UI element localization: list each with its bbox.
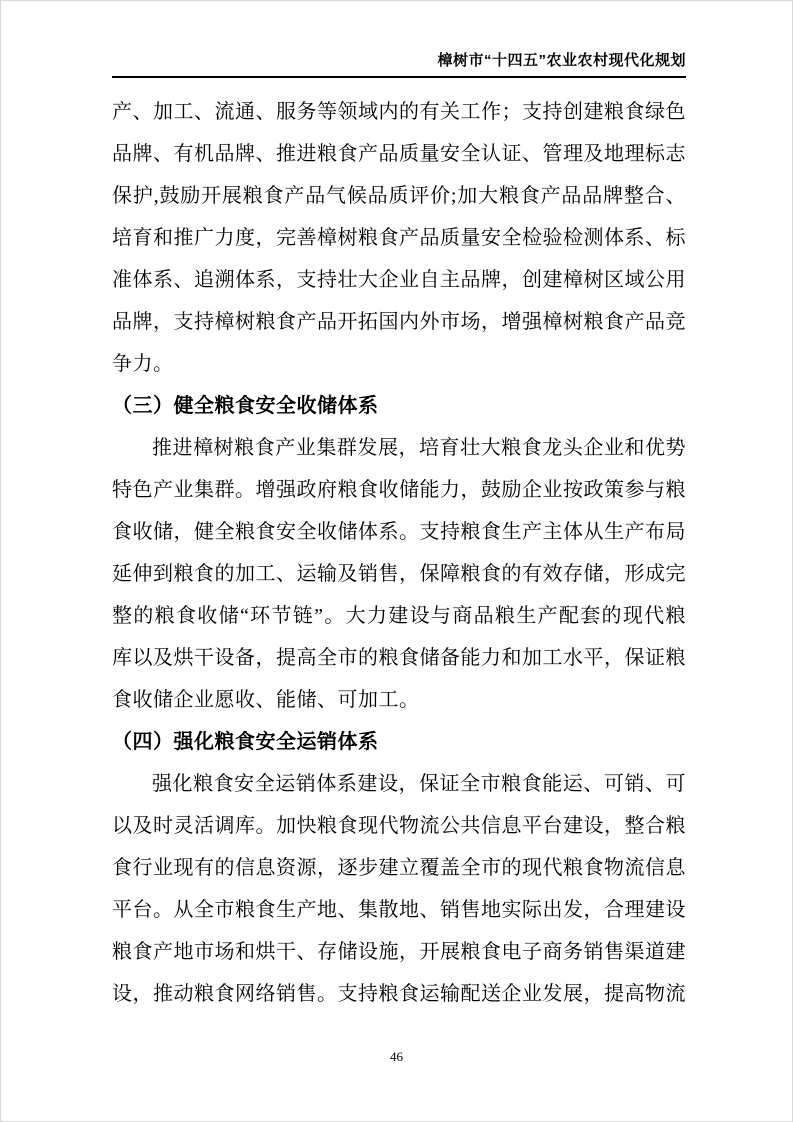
paragraph-line: 推进樟树粮食产业集群发展，培育壮大粮食龙头企业和优势 — [152, 437, 686, 459]
paragraph-line: 特色产业集群。增强政府粮食收储能力，鼓励企业按政策参与粮 — [112, 479, 686, 501]
paragraph-line: 食行业现有的信息资源，逐步建立覆盖全市的现代粮食物流信息 — [112, 857, 686, 879]
section-4-heading: （四）强化粮食安全运销体系 — [112, 731, 379, 753]
paragraph-line: 培育和推广力度，完善樟树粮食产品质量安全检验检测体系、标 — [112, 227, 686, 249]
paragraph-line: 平台。从全市粮食生产地、集散地、销售地实际出发，合理建设 — [112, 899, 686, 921]
paragraph-line: 以及时灵活调库。加快粮食现代物流公共信息平台建设，整合粮 — [112, 815, 686, 837]
section-3-heading: （三）健全粮食安全收储体系 — [112, 395, 379, 417]
paragraph-line: 品牌，支持樟树粮食产品开拓国内外市场，增强樟树粮食产品竞 — [112, 311, 686, 333]
paragraph-line: 食收储，健全粮食安全收储体系。支持粮食生产主体从生产布局 — [112, 521, 686, 543]
paragraph-line: 产、加工、流通、服务等领域内的有关工作；支持创建粮食绿色 — [112, 101, 686, 123]
section-3 — [112, 385, 686, 721]
paragraph-line: 库以及烘干设备，提高全市的粮食储备能力和加工水平，保证粮 — [112, 647, 686, 669]
section-4 — [112, 721, 686, 1015]
paragraph-line: 争力。 — [112, 353, 174, 375]
paragraph-line: 保护,鼓励开展粮食产品气候品质评价;加大粮食产品品牌整合、 — [112, 185, 686, 207]
paragraph-line: 设，推动粮食网络销售。支持粮食运输配送企业发展，提高物流 — [112, 983, 686, 1005]
paragraph-line: 品牌、有机品牌、推进粮食产品质量安全认证、管理及地理标志 — [112, 143, 686, 165]
page-body — [1, 78, 792, 1015]
paragraph-line: 食收储企业愿收、能储、可加工。 — [112, 689, 420, 711]
paragraph-line: 粮食产地市场和烘干、存储设施，开展粮食电子商务销售渠道建 — [112, 941, 686, 963]
page-number: 46 — [390, 1049, 403, 1064]
paragraph-continuation — [112, 91, 686, 385]
page-header — [1, 1, 792, 78]
paragraph-line: 强化粮食安全运销体系建设，保证全市粮食能运、可销、可 — [152, 773, 686, 795]
paragraph-line: 准体系、追溯体系，支持壮大企业自主品牌，创建樟树区域公用 — [112, 269, 686, 291]
header-title: 樟树市“十四五”农业农村现代化规划 — [437, 52, 686, 69]
paragraph-line: 延伸到粮食的加工、运输及销售，保障粮食的有效存储，形成完 — [112, 563, 686, 585]
paragraph-line: 整的粮食收储“环节链”。大力建设与商品粮生产配套的现代粮 — [112, 605, 686, 627]
